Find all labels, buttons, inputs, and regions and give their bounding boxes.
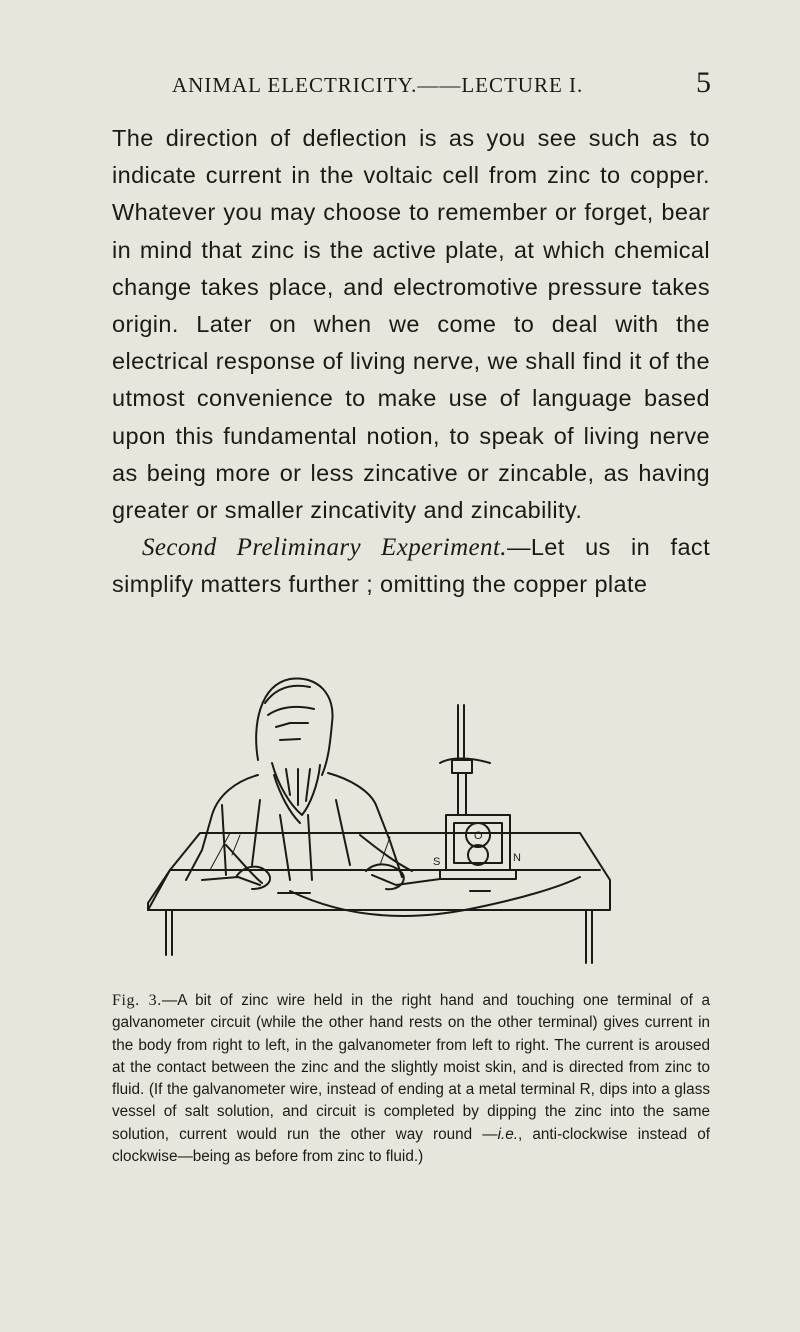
figure-label: Fig. 3. bbox=[112, 992, 162, 1009]
main-text bbox=[112, 120, 710, 604]
table-outline bbox=[148, 833, 610, 910]
table-legs bbox=[166, 910, 592, 963]
label-s: S bbox=[433, 856, 441, 868]
caption-text-1: —A bit of zinc wire held in the right hand and touching one terminal of a galvanometer circuit (while the other hand rests on the other terminal) gives current in the body from right to left, in the galvanometer from left to right. The current is aroused at the contact between the zinc and the slightly moist skin, and is directed from zinc to fluid. (If the galvanometer wire, instead of ending at a metal terminal R, dips into a glass vessel of salt solution, and circuit is completed by dipping the zinc into the same solution, current would run the other way round — bbox=[112, 992, 710, 1143]
galvanometer bbox=[440, 705, 516, 879]
coat-right bbox=[328, 773, 402, 877]
page-number: 5 bbox=[696, 66, 712, 99]
page-header bbox=[100, 66, 712, 100]
arm-right bbox=[360, 835, 440, 885]
coat-left bbox=[186, 775, 258, 880]
section-heading: Second Preliminary Experiment. bbox=[142, 534, 507, 562]
table-shading bbox=[170, 833, 390, 870]
head bbox=[256, 678, 332, 775]
running-title: ANIMAL ELECTRICITY.——LECTURE I. bbox=[172, 73, 584, 97]
label-n: N bbox=[513, 852, 521, 864]
hair bbox=[265, 686, 314, 715]
paragraph-1: The direction of deflection is as you see such as to indicate current in the voltaic cell from zinc to copper. Whatever you may choose to remember or forget, bear in mind that zinc is the active plate, at which chemical change takes place, and electromotive pressure takes origin. Later on when we come to deal with the electrical response of living nerve, we shall find it of the utmost convenience to make use of language based upon this fundamental notion, to speak of living nerve as being more or less zincative or zincable, as having greater or smaller zincativity and zincability. bbox=[112, 125, 710, 524]
lapels bbox=[252, 800, 350, 880]
paragraph-2-text: —Let us in fact simplify matters further ; omitting the copper plate bbox=[112, 534, 710, 598]
caption-text-2: , anti-clockwise instead of clockwise—being as before from zinc to fluid.) bbox=[112, 1125, 711, 1166]
paragraph-2 bbox=[112, 529, 710, 603]
face bbox=[272, 723, 320, 815]
caption-ie: i.e. bbox=[497, 1125, 519, 1143]
wire-terminal bbox=[278, 891, 490, 893]
label-o: O bbox=[474, 830, 483, 842]
figure-illustration bbox=[140, 665, 620, 993]
figure-caption bbox=[112, 990, 710, 1168]
